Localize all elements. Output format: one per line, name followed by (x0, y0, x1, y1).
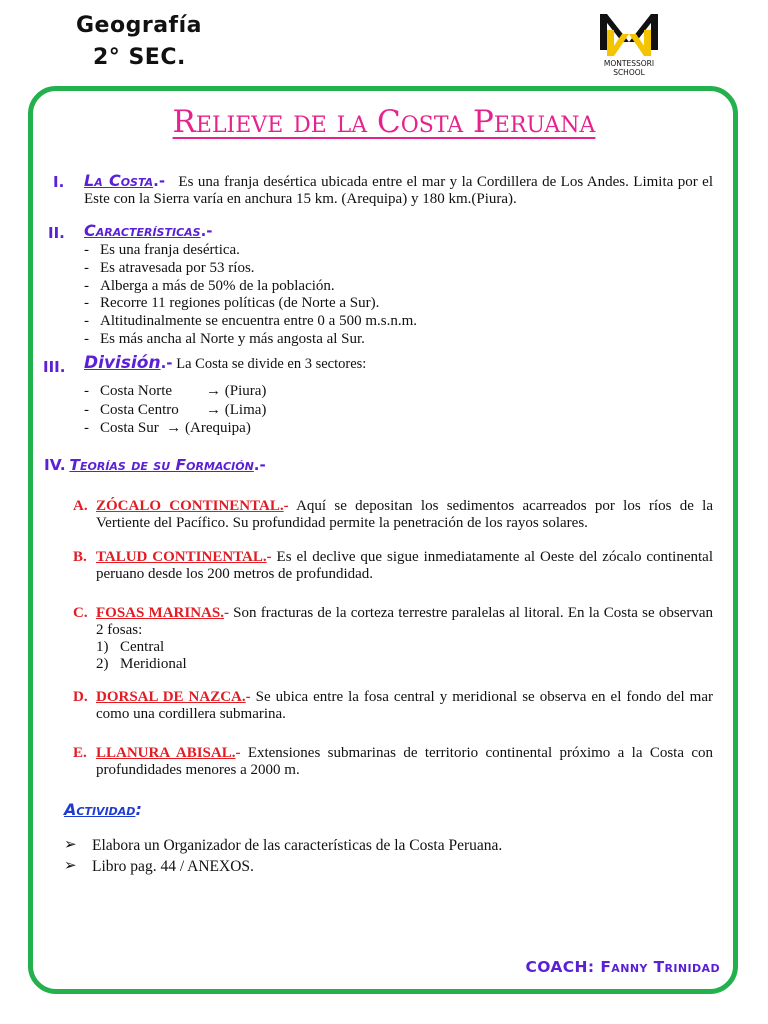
list-item: - Altitudinalmente se encuentra entre 0 a 500 m.s.n.m. (84, 313, 417, 331)
theory-d (96, 689, 713, 723)
list-item (64, 835, 502, 856)
sector-name: Costa Centro (100, 401, 179, 418)
coach-credit (525, 958, 720, 976)
section-2-suffix: .- (200, 222, 213, 240)
list-item (96, 639, 713, 656)
theory-text: Es el declive que sigue inmediatamente al Oeste del zócalo continental peruano desde los 200 metros de profundidad. (96, 549, 714, 582)
activity-list (64, 835, 502, 877)
characteristics-list (84, 242, 417, 349)
coach-label: COACH: (525, 958, 595, 976)
list-item: - Alberga a más de 50% de la población. (84, 278, 417, 296)
fosas-list (96, 639, 713, 673)
section-1 (84, 172, 713, 208)
section-2-title (84, 222, 213, 241)
theory-sep: - (235, 745, 241, 761)
theory-term: TALUD CONTINENTAL. (96, 549, 267, 565)
theory-sep: - (223, 605, 229, 621)
section-3-suffix: .- (160, 354, 173, 372)
section-3-intro: La Costa se divide en 3 sectores: (176, 356, 367, 372)
coach-name: Fanny Trinidad (600, 958, 720, 976)
section-1-heading: La Costa (84, 171, 154, 190)
section-4-number: IV. (44, 456, 66, 474)
sector-name: Costa Sur (100, 420, 159, 436)
section-4-heading: Teorías de su Formación (69, 456, 254, 474)
theory-sep: - (266, 549, 272, 565)
theory-c-letter: C. (73, 605, 88, 621)
section-3-heading: División (84, 353, 161, 373)
theory-a (96, 498, 713, 532)
theory-term: LLANURA ABISAL. (96, 745, 236, 761)
list-item (84, 419, 266, 438)
theory-b-letter: B. (73, 549, 87, 565)
theory-d-letter: D. (73, 689, 88, 705)
list-text: Central (120, 639, 165, 655)
list-number: 2) (96, 656, 109, 672)
theory-term: FOSAS MARINAS. (96, 605, 224, 621)
arrow-bullet-icon: ➢ (64, 858, 77, 874)
section-1-number: I. (53, 173, 65, 191)
arrow-bullet-icon: ➢ (64, 837, 77, 853)
theory-text: Aquí se depositan los sedimentos acarreados por los ríos de la Vertiente del Pacífico. Su profundidad permite la penetración de los rayos solares. (96, 498, 713, 531)
activity-text: Libro pag. 44 / ANEXOS. (92, 858, 254, 875)
theory-text: Extensiones submarinas de territorio continental próximo a la Costa con profundidades menores a 2000 m. (96, 745, 713, 778)
page-title (0, 104, 768, 140)
activity-colon: : (135, 800, 142, 819)
logo-text-line1: MONTESSORI (603, 59, 655, 68)
sectors-list (84, 382, 266, 438)
theory-text: Se ubica entre la fosa central y meridional se observa en el fondo del mar como una cordillera submarina. (96, 689, 714, 722)
activity-heading (64, 800, 142, 819)
section-3-title (84, 355, 366, 373)
theory-term: DORSAL DE NAZCA. (96, 689, 246, 705)
theory-text: Son fracturas de la corteza terrestre paralelas al litoral. En la Costa se observan 2 fosas: (96, 605, 713, 638)
list-item (96, 656, 713, 673)
list-item (84, 401, 266, 420)
theory-e (96, 745, 713, 779)
list-item (64, 856, 502, 877)
theory-e-letter: E. (73, 745, 87, 761)
grade-label: 2° SEC. (93, 45, 186, 70)
section-1-suffix: .- (153, 172, 166, 190)
list-text: Meridional (120, 656, 187, 672)
theory-a-letter: A. (73, 498, 88, 514)
list-item: - Es una franja desértica. (84, 242, 417, 260)
list-item: - Es atravesada por 53 ríos. (84, 260, 417, 278)
section-1-text: Es una franja desértica ubicada entre el mar y la Cordillera de Los Andes. Limita por el Este con la Sierra varía en anchura 15 km. (Arequipa) y 180 km.(Piura). (84, 174, 713, 207)
sector-place: → (Arequipa) (166, 420, 251, 436)
list-number: 1) (96, 639, 109, 655)
sector-name: Costa Norte (100, 383, 173, 399)
section-2-number: II. (48, 224, 65, 242)
school-logo (588, 12, 670, 84)
list-item: - Recorre 11 regiones políticas (de Norte a Sur). (84, 295, 417, 313)
theory-term: ZÓCALO CONTINENTAL. (96, 498, 284, 514)
list-item (84, 382, 266, 401)
section-4-title (44, 457, 266, 475)
sector-place: → (Piura) (206, 383, 267, 399)
activity-text: Elabora un Organizador de las características de la Costa Peruana. (92, 837, 503, 854)
theory-sep: - (245, 689, 251, 705)
section-4-suffix: .- (253, 456, 266, 474)
subject-title: Geografía (76, 13, 202, 38)
activity-heading-text: Actividad (64, 800, 136, 819)
page-title-text: Relieve de la Costa Peruana (172, 104, 596, 140)
sector-place: → (Lima) (206, 401, 267, 418)
section-2-heading: Características (84, 221, 201, 240)
section-3-number: III. (43, 358, 66, 376)
logo-text-line2: SCHOOL (613, 68, 645, 77)
theory-sep: - (283, 498, 289, 514)
list-item: - Es más ancha al Norte y más angosta al Sur. (84, 331, 417, 349)
theory-b (96, 549, 713, 583)
theory-c (96, 605, 713, 673)
